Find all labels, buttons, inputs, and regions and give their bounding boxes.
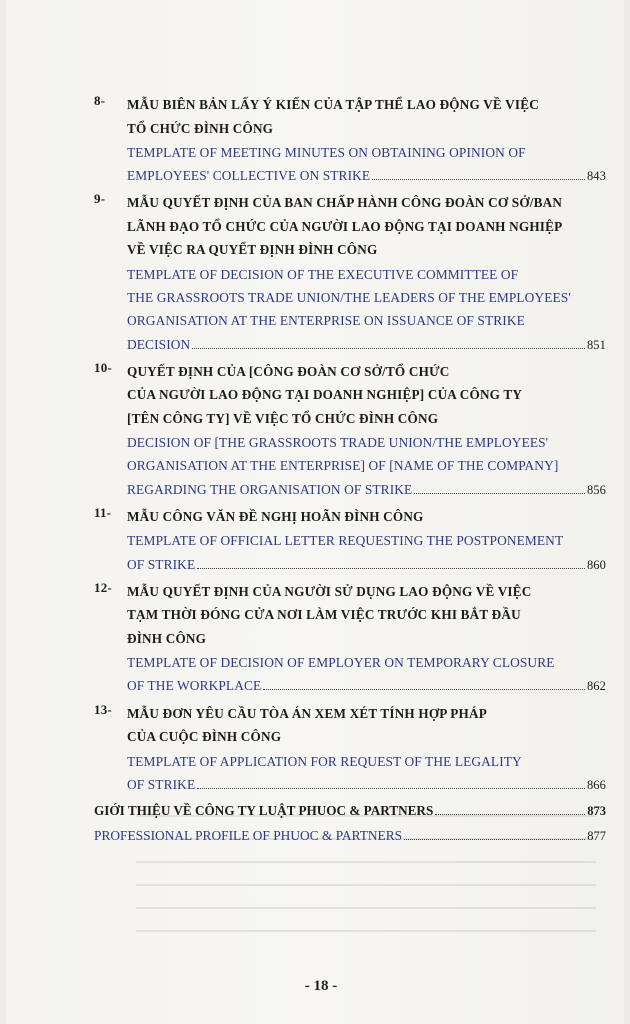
entry-number: 13-	[94, 701, 112, 717]
title-en-line: TEMPLATE OF DECISION OF THE EXECUTIVE COMMITTEE OF	[127, 266, 519, 282]
title-en-last-line	[127, 674, 606, 698]
title-vn-line: MẪU ĐƠN YÊU CẦU TÒA ÁN XEM XÉT TÍNH HỢP PHÁP	[127, 705, 487, 721]
entry-number: 10-	[94, 359, 112, 375]
title-en-last-line	[127, 333, 606, 357]
dot-leader	[263, 689, 585, 690]
title-en-line: TEMPLATE OF OFFICIAL LETTER REQUESTING THE POSTPONEMENT	[127, 533, 564, 549]
entry-number: 11-	[94, 504, 112, 520]
entry-title-vn	[127, 702, 606, 749]
entry-number: 9-	[94, 191, 106, 207]
title-vn-line: QUYẾT ĐỊNH CỦA [CÔNG ĐOÀN CƠ SỞ/TỔ CHỨC	[127, 363, 450, 379]
entry-title-en	[127, 529, 606, 576]
toc-entry-11[interactable]	[94, 505, 606, 577]
entry-title-vn	[127, 191, 606, 262]
title-en-line: OF STRIKE	[127, 556, 196, 572]
title-en-line: DECISION	[127, 336, 191, 352]
title-vn-line: VỀ VIỆC RA QUYẾT ĐỊNH ĐÌNH CÔNG	[127, 242, 378, 258]
toc-entry-8[interactable]	[94, 93, 606, 188]
page-footer-number: - 18 -	[304, 978, 338, 994]
entry-title-en	[127, 141, 606, 188]
entry-title-vn	[127, 580, 606, 651]
title-vn-line: TỔ CHỨC ĐÌNH CÔNG	[127, 120, 274, 136]
toc-entry-12[interactable]	[94, 580, 606, 699]
dot-leader	[197, 568, 585, 569]
entry-title-vn	[127, 505, 606, 529]
title-en-last-line	[127, 164, 606, 188]
page-number: 873	[587, 804, 606, 819]
title-en-last-line	[127, 478, 606, 502]
title-vn-line: MẪU CÔNG VĂN ĐỀ NGHỊ HOÃN ĐÌNH CÔNG	[127, 508, 424, 524]
book-page	[6, 0, 624, 1024]
entry-title-vn	[127, 360, 606, 431]
intro-en-title: PROFESSIONAL PROFILE OF PHUOC & PARTNERS	[94, 827, 403, 843]
page-number: 851	[586, 337, 606, 352]
page-number: 866	[586, 777, 606, 792]
title-en-line: EMPLOYEES' COLLECTIVE ON STRIKE	[127, 168, 371, 184]
title-vn-line: LÃNH ĐẠO TỔ CHỨC CỦA NGƯỜI LAO ĐỘNG TẠI DOANH NGHIỆP	[127, 218, 563, 234]
title-en-line: DECISION OF [THE GRASSROOTS TRADE UNION/THE EMPLOYEES'	[127, 435, 549, 451]
page-number: 862	[586, 679, 606, 694]
title-vn-line: TẠM THỜI ĐÓNG CỬA NƠI LÀM VIỆC TRƯỚC KHI BẮT ĐẦU	[127, 607, 521, 623]
title-en-line: TEMPLATE OF MEETING MINUTES ON OBTAINING OPINION OF	[127, 145, 526, 160]
title-vn-line: CỦA NGƯỜI LAO ĐỘNG TẠI DOANH NGHIỆP] CỦA CÔNG TY	[127, 387, 523, 403]
page-number: 860	[586, 557, 606, 572]
title-en-line: TEMPLATE OF APPLICATION FOR REQUEST OF THE LEGALITY	[127, 753, 522, 769]
entry-number: 12-	[94, 579, 112, 595]
entry-title-vn	[127, 93, 606, 140]
intro-vn-title: GIỚI THIỆU VỀ CÔNG TY LUẬT PHUOC & PARTNERS	[94, 803, 434, 819]
entry-title-en	[127, 750, 606, 797]
table-of-contents	[94, 93, 606, 848]
dot-leader	[435, 814, 585, 815]
dot-leader	[414, 493, 585, 494]
title-en-last-line	[127, 773, 606, 797]
page-number: 843	[586, 169, 606, 184]
toc-entry-9[interactable]	[94, 191, 606, 356]
title-vn-line: CỦA CUỘC ĐÌNH CÔNG	[127, 729, 282, 745]
dot-leader	[404, 839, 585, 840]
title-vn-line: MẪU QUYẾT ĐỊNH CỦA NGƯỜI SỬ DỤNG LAO ĐỘNG VỀ VIỆC	[127, 583, 532, 599]
toc-entry-13[interactable]	[94, 702, 606, 797]
title-vn-line: MẪU QUYẾT ĐỊNH CỦA BAN CHẤP HÀNH CÔNG ĐOÀN CƠ SỞ/BAN	[127, 195, 563, 211]
title-vn-line: ĐÌNH CÔNG	[127, 630, 207, 646]
toc-entry-intro-vn[interactable]	[94, 799, 606, 824]
title-en-last-line	[127, 553, 606, 577]
title-en-line: TEMPLATE OF DECISION OF EMPLOYER ON TEMPORARY CLOSURE	[127, 655, 555, 671]
dot-leader	[197, 788, 585, 789]
entry-title-en	[127, 651, 606, 698]
title-vn-line: [TÊN CÔNG TY] VỀ VIỆC TỔ CHỨC ĐÌNH CÔNG	[127, 410, 439, 426]
entry-number: 8-	[94, 93, 106, 108]
dot-leader	[192, 348, 585, 349]
toc-entry-intro-en[interactable]	[94, 824, 606, 848]
title-en-line: OF THE WORKPLACE	[127, 678, 262, 694]
entry-title-en	[127, 263, 606, 357]
title-en-line: ORGANISATION AT THE ENTERPRISE ON ISSUANCE OF STRIKE	[127, 313, 525, 329]
page-number: 856	[586, 482, 606, 497]
title-en-line: OF STRIKE	[127, 776, 196, 792]
dot-leader	[372, 179, 585, 180]
entry-title-en	[127, 431, 606, 502]
title-vn-line: MẪU BIÊN BẢN LẤY Ý KIẾN CỦA TẬP THỂ LAO ĐỘNG VỀ VIỆC	[127, 97, 539, 112]
page-number: 877	[587, 828, 606, 843]
title-en-line: ORGANISATION AT THE ENTERPRISE] OF [NAME OF THE COMPANY]	[127, 458, 559, 474]
toc-entry-10[interactable]	[94, 360, 606, 502]
title-en-line: THE GRASSROOTS TRADE UNION/THE LEADERS OF THE EMPLOYEES'	[127, 290, 571, 306]
title-en-line: REGARDING THE ORGANISATION OF STRIKE	[127, 481, 413, 497]
